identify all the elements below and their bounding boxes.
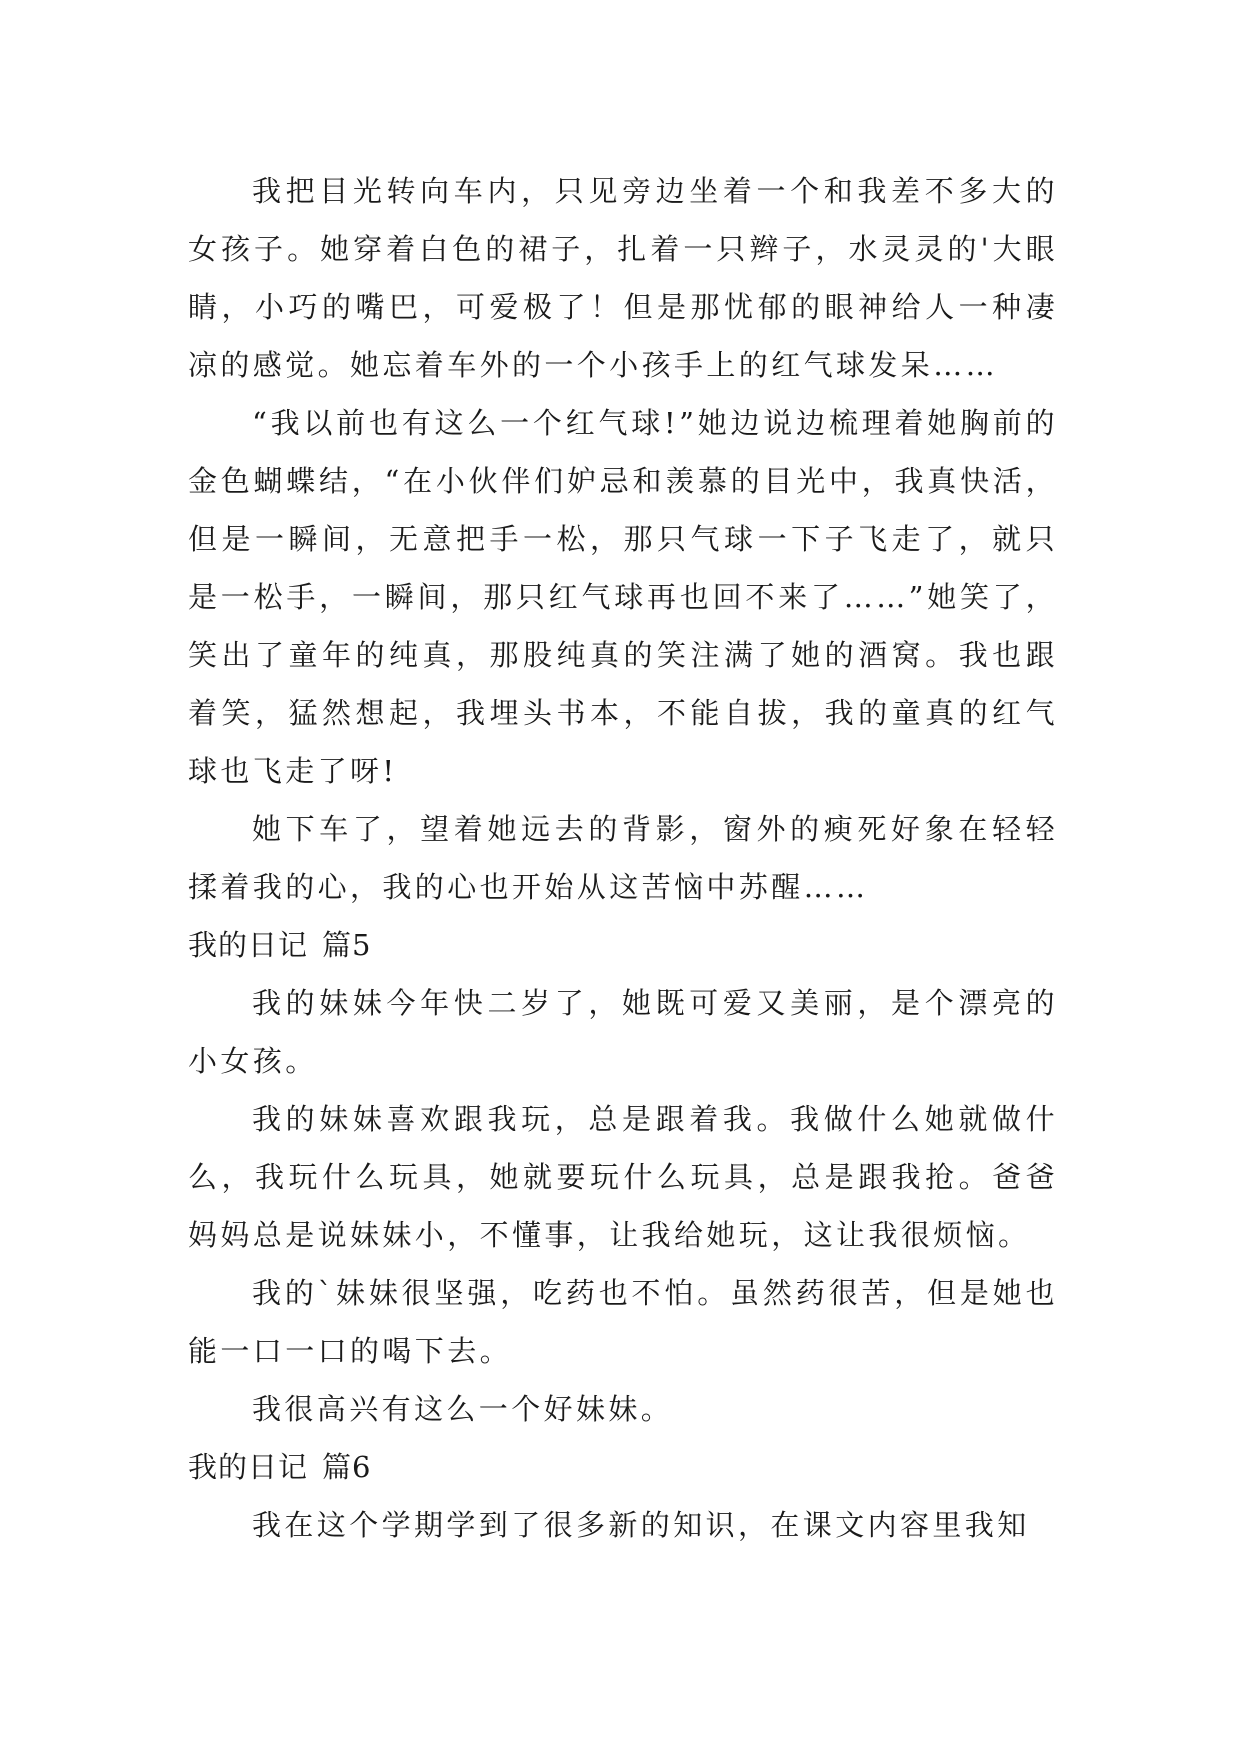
- paragraph: 我的妹妹今年快二岁了，她既可爱又美丽，是个漂亮的小女孩。: [188, 986, 1058, 1078]
- paragraph: 我的妹妹喜欢跟我玩，总是跟着我。我做什么她就做什么，我玩什么玩具，她就要玩什么玩具，总是跟我抢。爸爸妈妈总是说妹妹小，不懂事，让我给她玩，这让我很烦恼。: [188, 1102, 1058, 1252]
- section-title: 我的日记: [188, 1450, 309, 1484]
- paragraph: 我把目光转向车内，只见旁边坐着一个和我差不多大的女孩子。她穿着白色的裙子，扎着一只辫子，水灵灵的'大眼睛，小巧的嘴巴，可爱极了！但是那忧郁的眼神给人一种凄凉的感觉。她忘着车外的一个小孩手上的红气球发呆……: [188, 174, 1058, 382]
- paragraph: 我在这个学期学到了很多新的知识，在课文内容里我知: [252, 1508, 1030, 1542]
- document-page: [188, 162, 1058, 1554]
- section-heading: [188, 1438, 1058, 1496]
- paragraph: “我以前也有这么一个红气球!”她边说边梳理着她胸前的金色蝴蝶结，“在小伙伴们妒忌和羡慕的目光中，我真快活，但是一瞬间，无意把手一松，那只气球一下子飞走了，就只是一松手，一瞬间，那只红气球再也回不来了……”她笑了，笑出了童年的纯真，那股纯真的笑注满了她的酒窝。我也跟着笑，猛然想起，我埋头书本，不能自拔，我的童真的红气球也飞走了呀!: [188, 406, 1058, 788]
- section-heading: [188, 916, 1058, 974]
- section-label: 篇6: [322, 1450, 372, 1484]
- paragraph: 她下车了，望着她远去的背影，窗外的瘐死好象在轻轻揉着我的心，我的心也开始从这苦恼中苏醒……: [188, 812, 1058, 904]
- section-title: 我的日记: [188, 928, 309, 962]
- paragraph: 我很高兴有这么一个好妹妹。: [252, 1392, 674, 1426]
- paragraph: 我的`妹妹很坚强，吃药也不怕。虽然药很苦，但是她也能一口一口的喝下去。: [188, 1276, 1058, 1368]
- section-label: 篇5: [322, 928, 372, 962]
